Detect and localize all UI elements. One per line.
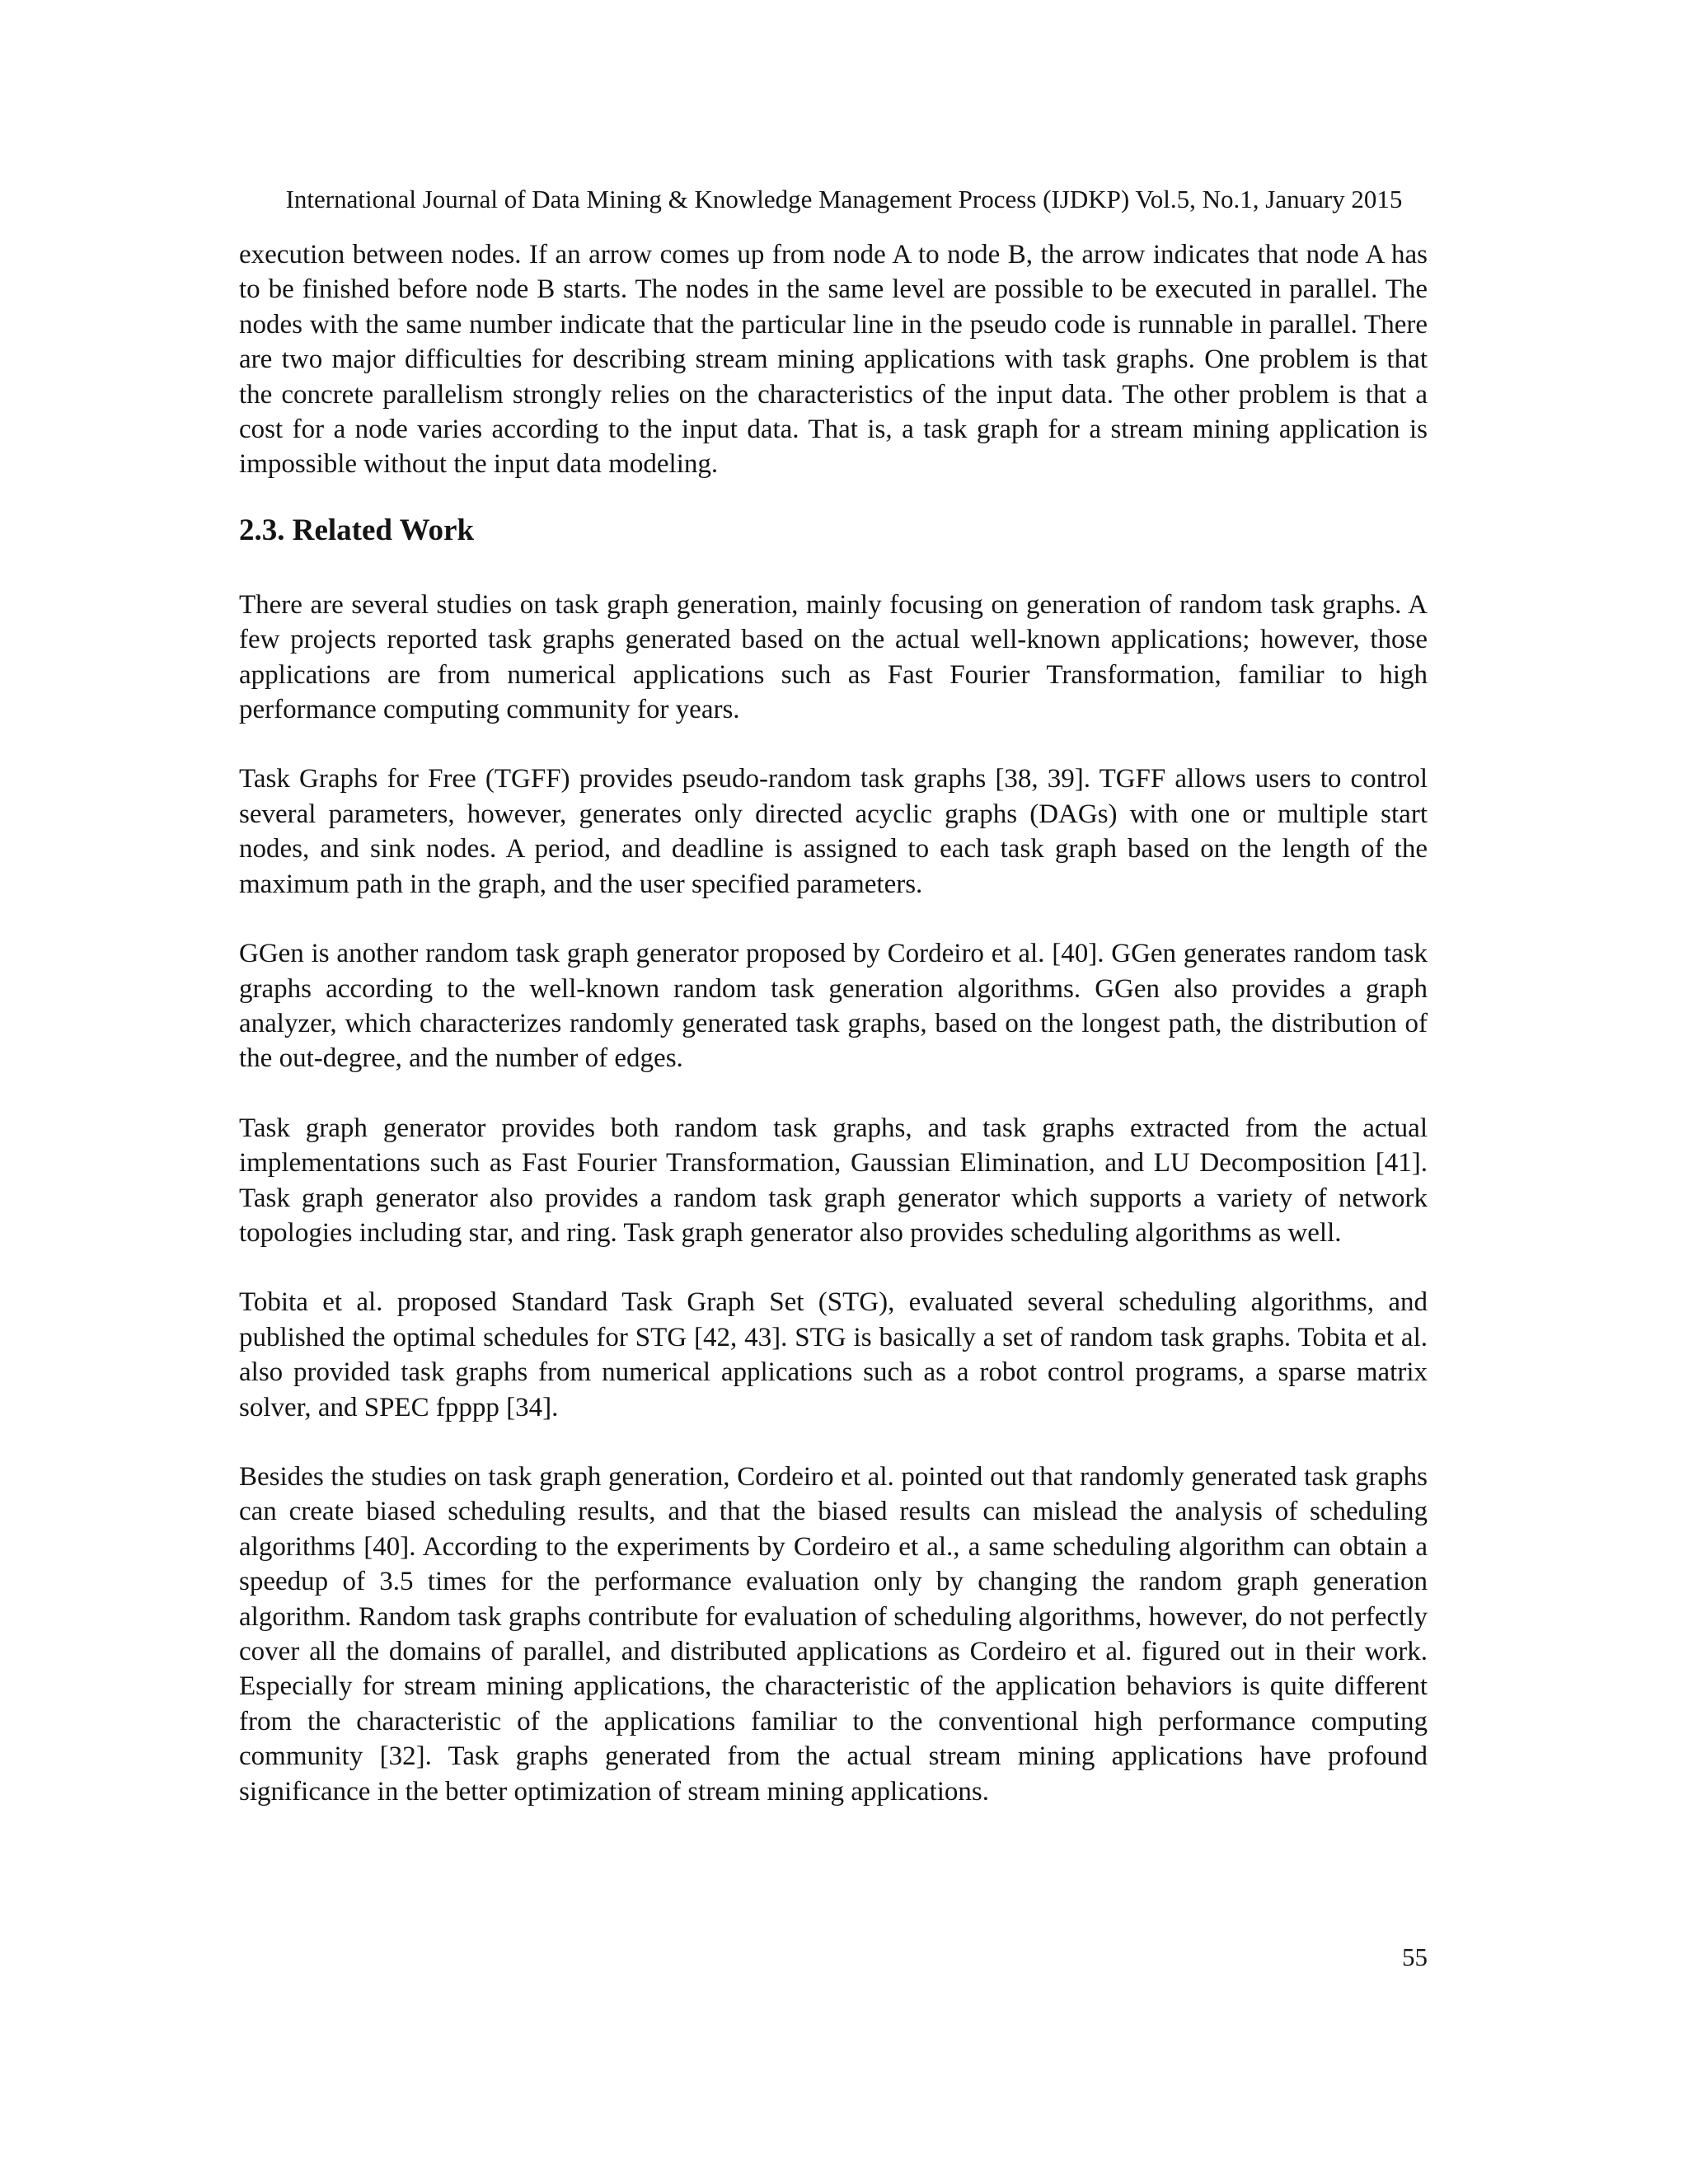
paragraph-spacer (239, 1425, 1428, 1460)
paragraph-tgff: Task Graphs for Free (TGFF) provides pseudo-random task graphs [38, 39]. TGFF allows users to control several parameters, however, generates only directed acyclic graphs (DAGs) with one or multiple start nodes, and sink nodes. A period, and deadline is assigned to each task graph based on the length of the maximum path in the graph, and the user specified parameters. (239, 764, 1428, 899)
page-number: 55 (1402, 1943, 1428, 1971)
paragraph-task-graph-intro: execution between nodes. If an arrow comes up from node A to node B, the arrow indicates that node A has to be finished before node B starts. The nodes in the same level are possible to be executed in parallel. The nodes with the same number indicate that the particular line in the pseudo code is runnable in parallel. There are two major difficulties for describing stream mining applications with task graphs. One problem is that the concrete parallelism strongly relies on the characteristics of the input data. The other problem is that a cost for a node varies according to the input data. That is, a task graph for a stream mining application is impossible without the input data modeling. (239, 240, 1428, 480)
page-body (239, 237, 1428, 1809)
paragraph-spacer (239, 902, 1428, 936)
paragraph-spacer (239, 727, 1428, 762)
paragraph-related-work-overview: There are several studies on task graph generation, mainly focusing on generation of random task graphs. A few projects reported task graphs generated based on the actual well-known applications; however, those applications are from numerical applications such as Fast Fourier Transformation, familiar to high performance computing community for years. (239, 589, 1428, 725)
paragraph-spacer (239, 1076, 1428, 1111)
paragraph-task-graph-generator: Task graph generator provides both random task graphs, and task graphs extracted from the actual implementations such as Fast Fourier Transformation, Gaussian Elimination, and LU Decomposition [41]. Task graph generator also provides a random task graph generator which supports a variety of network topologies including star, and ring. Task graph generator also provides scheduling algorithms as well. (239, 1113, 1428, 1248)
paragraph-spacer (239, 1250, 1428, 1285)
paragraph-ggen: GGen is another random task graph generator proposed by Cordeiro et al. [40]. GGen generates random task graphs according to the well-known random task generation algorithms. GGen also provides a graph analyzer, which characterizes randomly generated task graphs, based on the longest path, the distribution of the out-degree, and the number of edges. (239, 939, 1428, 1074)
running-header: International Journal of Data Mining & Knowledge Management Process (IJDKP) Vol.5, No.1, January 2015 (285, 185, 1403, 213)
paragraph-biased-scheduling: Besides the studies on task graph generation, Cordeiro et al. pointed out that randomly generated task graphs can create biased scheduling results, and that the biased results can mislead the analysis of scheduling algorithms [40]. According to the experiments by Cordeiro et al., a same scheduling algorithm can obtain a speedup of 3.5 times for the performance evaluation only by changing the random graph generation algorithm. Random task graphs contribute for evaluation of scheduling algorithms, however, do not perfectly cover all the domains of parallel, and distributed applications as Cordeiro et al. figured out in their work. Especially for stream mining applications, the characteristic of the application behaviors is quite different from the characteristic of the applications familiar to the conventional high performance computing community [32]. Task graphs generated from the actual stream mining applications have profound significance in the better optimization of stream mining applications. (239, 1461, 1428, 1807)
section-heading-related-work: 2.3. Related Work (239, 513, 475, 547)
paragraph-stg: Tobita et al. proposed Standard Task Graph Set (STG), evaluated several scheduling algorithms, and published the optimal schedules for STG [42, 43]. STG is basically a set of random task graphs. Tobita et al. also provided task graphs from numerical applications such as a robot control programs, a sparse matrix solver, and SPEC fpppp [34]. (239, 1287, 1428, 1422)
